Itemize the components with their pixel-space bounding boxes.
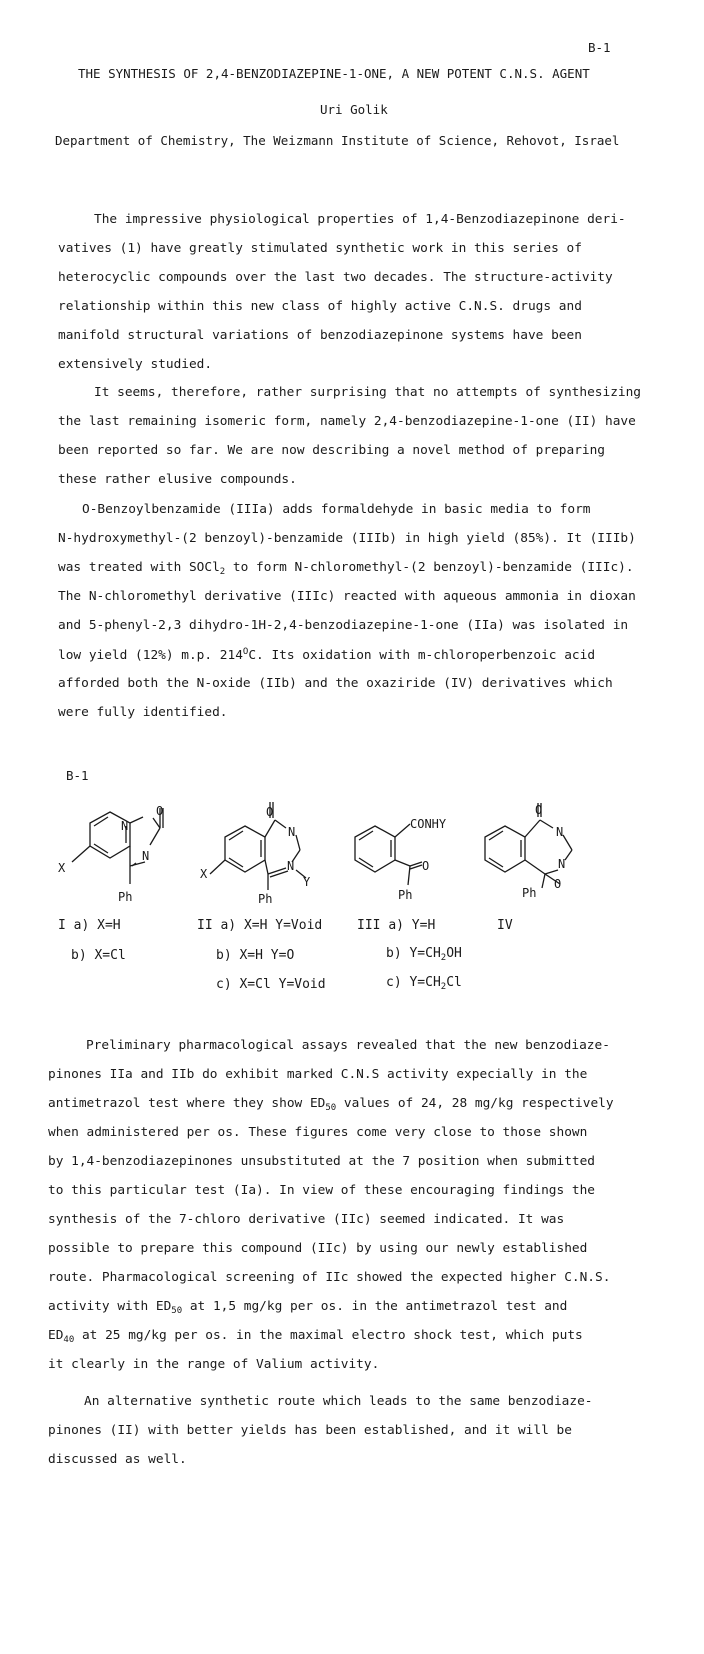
atom-label: CONHY [410,817,447,831]
compound-IIc-label: c) X=Cl Y=Void [216,977,326,992]
text-line: $ED_{40}$ at 25 mg/kg per os. in the maximal electro shock test, which puts [48,1328,583,1345]
paper-title: THE SYNTHESIS OF 2,4-BENZODIAZEPINE-1-ONE, A NEW POTENT C.N.S. AGENT [78,66,590,81]
atom-label: N [288,825,296,839]
text-line: synthesis of the 7-chloro derivative (IIc) seemed indicated. It was [48,1212,565,1227]
text-line: antimetrazol test where they show $ED_{50}$ values of 24, 28 mg/kg respectively [48,1096,614,1113]
text-line: the last remaining isomeric form, namely 2,4-benzodiazepine-1-one (II) have [58,414,636,429]
text-line: by 1,4-benzodiazepinones unsubstituted at the 7 position when submitted [48,1154,596,1169]
text-line: Preliminary pharmacological assays revealed that the new benzodiaze- [86,1038,610,1053]
text-line: it clearly in the range of Valium activity. [48,1357,380,1372]
compound-II-label: II a) X=H Y=Void [197,918,323,933]
compound-IIb-label: b) X=H Y=O [216,948,295,963]
atom-label: O [422,859,430,873]
compound-IIIb-label: b) $Y=CH_2OH$ [386,946,462,963]
text-line: to this particular test (Ia). In view of these encouraging findings the [48,1183,596,1198]
author: Uri Golik [320,102,388,117]
text-line: were fully identified. [58,705,228,720]
text-line: An alternative synthetic route which leads to the same benzodiaze- [84,1394,593,1409]
text-line: N-hydroxymethyl-(2 benzoyl)-benzamide (IIIb) in high yield (85%). It (IIIb) [58,531,636,546]
atom-label: Ph [118,890,133,904]
affiliation: Department of Chemistry, The Weizmann Institute of Science, Rehovot, Israel [55,133,620,148]
compound-I-label: I a) X=H [58,918,121,933]
atom-label: X [58,861,66,875]
text-line: extensively studied. [58,357,213,372]
text-line: route. Pharmacological screening of IIc showed the expected higher C.N.S. [48,1270,611,1285]
text-line: pinones (II) with better yields has been established, and it will be [48,1423,572,1438]
text-line: The N-chloromethyl derivative (IIIc) reacted with aqueous ammonia in dioxan [58,589,636,604]
text-line: relationship within this new class of highly active C.N.S. drugs and [58,299,582,314]
text-line: activity with $ED_{50}$ at 1,5 mg/kg per os. in the antimetrazol test and [48,1299,568,1316]
text-line: heterocyclic compounds over the last two decades. The structure-activity [58,270,613,285]
atom-label: N [558,857,566,871]
text-line: and 5-phenyl-2,3 dihydro-1H-2,4-benzodiazepine-1-one (IIa) was isolated in [58,618,629,633]
atom-label: Ph [258,892,273,906]
structure-III [355,824,422,885]
atom-label: O [156,804,164,818]
atom-label: Ph [522,886,537,900]
text-line: been reported so far. We are now describing a novel method of preparing [58,443,606,458]
text-line: vatives (1) have greatly stimulated synthetic work in this series of [58,241,582,256]
atom-label: O [535,803,543,817]
structure-IV [485,803,572,888]
text-line: low yield (12%) m.p. $214^OC$. Its oxidation with m-chloroperbenzoic acid [58,647,596,663]
figure-page-label: B-1 [66,768,89,783]
text-line: discussed as well. [48,1452,187,1467]
structure-I [72,808,163,884]
text-line: these rather elusive compounds. [58,472,297,487]
text-line: The impressive physiological properties of 1,4-Benzodiazepinone deri- [94,212,626,227]
atom-label: X [200,867,208,881]
text-line: possible to prepare this compound (IIc) by using our newly established [48,1241,588,1256]
text-line: was treated with SOCl$_2$ to form N-chloromethyl-(2 benzoyl)-benzamide (IIIc). [58,560,634,577]
chemical-structures-figure [0,790,704,920]
atom-label: O [266,805,274,819]
compound-IV-label: IV [497,918,513,933]
text-line: manifold structural variations of benzodiazepinone systems have been [58,328,582,343]
atom-label: Y [303,875,311,889]
atom-label: N [142,849,150,863]
text-line: when administered per os. These figures come very close to those shown [48,1125,588,1140]
text-line: pinones IIa and IIb do exhibit marked C.N.S activity expecially in the [48,1067,588,1082]
compound-III-label: III a) Y=H [357,918,436,933]
atom-label: O [554,877,562,891]
structure-II [210,802,306,890]
text-line: It seems, therefore, rather surprising that no attempts of synthesizing [94,385,642,400]
atom-label: N [287,859,295,873]
compound-IIIc-label: c) $Y=CH_2Cl$ [386,975,462,992]
text-line: afforded both the N-oxide (IIb) and the oxaziride (IV) derivatives which [58,676,613,691]
atom-label: Ph [398,888,413,902]
atom-label: N [556,825,564,839]
page-number: B-1 [588,40,611,55]
text-line: O-Benzoylbenzamide (IIIa) adds formaldehyde in basic media to form [82,502,591,517]
compound-Ib-label: b) X=Cl [71,948,126,963]
atom-label: N [121,819,129,833]
